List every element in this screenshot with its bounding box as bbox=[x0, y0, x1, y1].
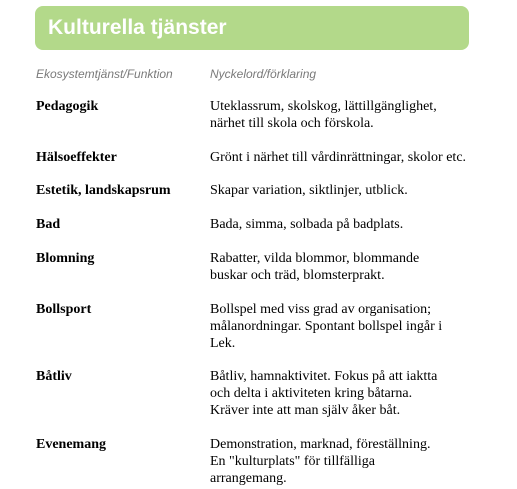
description-line: Båtliv, hamnaktivitet. Fokus på att iaktta bbox=[210, 369, 438, 384]
description-line: En "kulturplats" för tillfälliga bbox=[210, 454, 376, 469]
row-term: Pedagogik bbox=[36, 99, 99, 114]
row-description bbox=[210, 216, 500, 233]
row-description bbox=[210, 98, 500, 132]
section-header bbox=[35, 6, 469, 50]
section-title: Kulturella tjänster bbox=[48, 16, 227, 39]
description-line: Lek. bbox=[210, 336, 236, 351]
row-term: Blomning bbox=[36, 251, 95, 266]
row-term: Båtliv bbox=[36, 369, 72, 384]
row-description bbox=[210, 368, 500, 419]
row-description bbox=[210, 182, 500, 199]
row-term: Bad bbox=[36, 217, 61, 232]
description-line: Skapar variation, siktlinjer, utblick. bbox=[210, 183, 408, 198]
description-line: Grönt i närhet till vårdinrättningar, skolor etc. bbox=[210, 150, 467, 165]
row-term: Estetik, landskapsrum bbox=[36, 183, 171, 198]
row-description bbox=[210, 250, 500, 284]
description-line: närhet till skola och förskola. bbox=[210, 116, 374, 131]
description-line: Uteklassrum, skolskog, lättillgänglighet, bbox=[210, 99, 437, 114]
row-description bbox=[210, 436, 500, 487]
column-header-keywords: Nyckelord/förklaring bbox=[210, 67, 317, 81]
row-description bbox=[210, 149, 500, 166]
row-term: Hälsoeffekter bbox=[36, 150, 117, 165]
description-line: buskar och träd, blomsterprakt. bbox=[210, 268, 385, 283]
row-term: Bollsport bbox=[36, 302, 92, 317]
column-header-function: Ekosystemtjänst/Funktion bbox=[36, 67, 173, 81]
description-line: arrangemang. bbox=[210, 471, 287, 486]
description-line: Bollspel med viss grad av organisation; bbox=[210, 302, 431, 317]
description-line: målanordningar. Spontant bollspel ingår i bbox=[210, 319, 443, 334]
description-line: Rabatter, vilda blommor, blommande bbox=[210, 251, 420, 266]
description-line: Kräver inte att man själv åker båt. bbox=[210, 403, 401, 418]
description-line: och delta i aktiviteten kring båtarna. bbox=[210, 386, 413, 401]
description-line: Bada, simma, solbada på badplats. bbox=[210, 217, 404, 232]
row-term: Evenemang bbox=[36, 437, 106, 452]
row-description bbox=[210, 301, 500, 352]
description-line: Demonstration, marknad, föreställning. bbox=[210, 437, 431, 452]
